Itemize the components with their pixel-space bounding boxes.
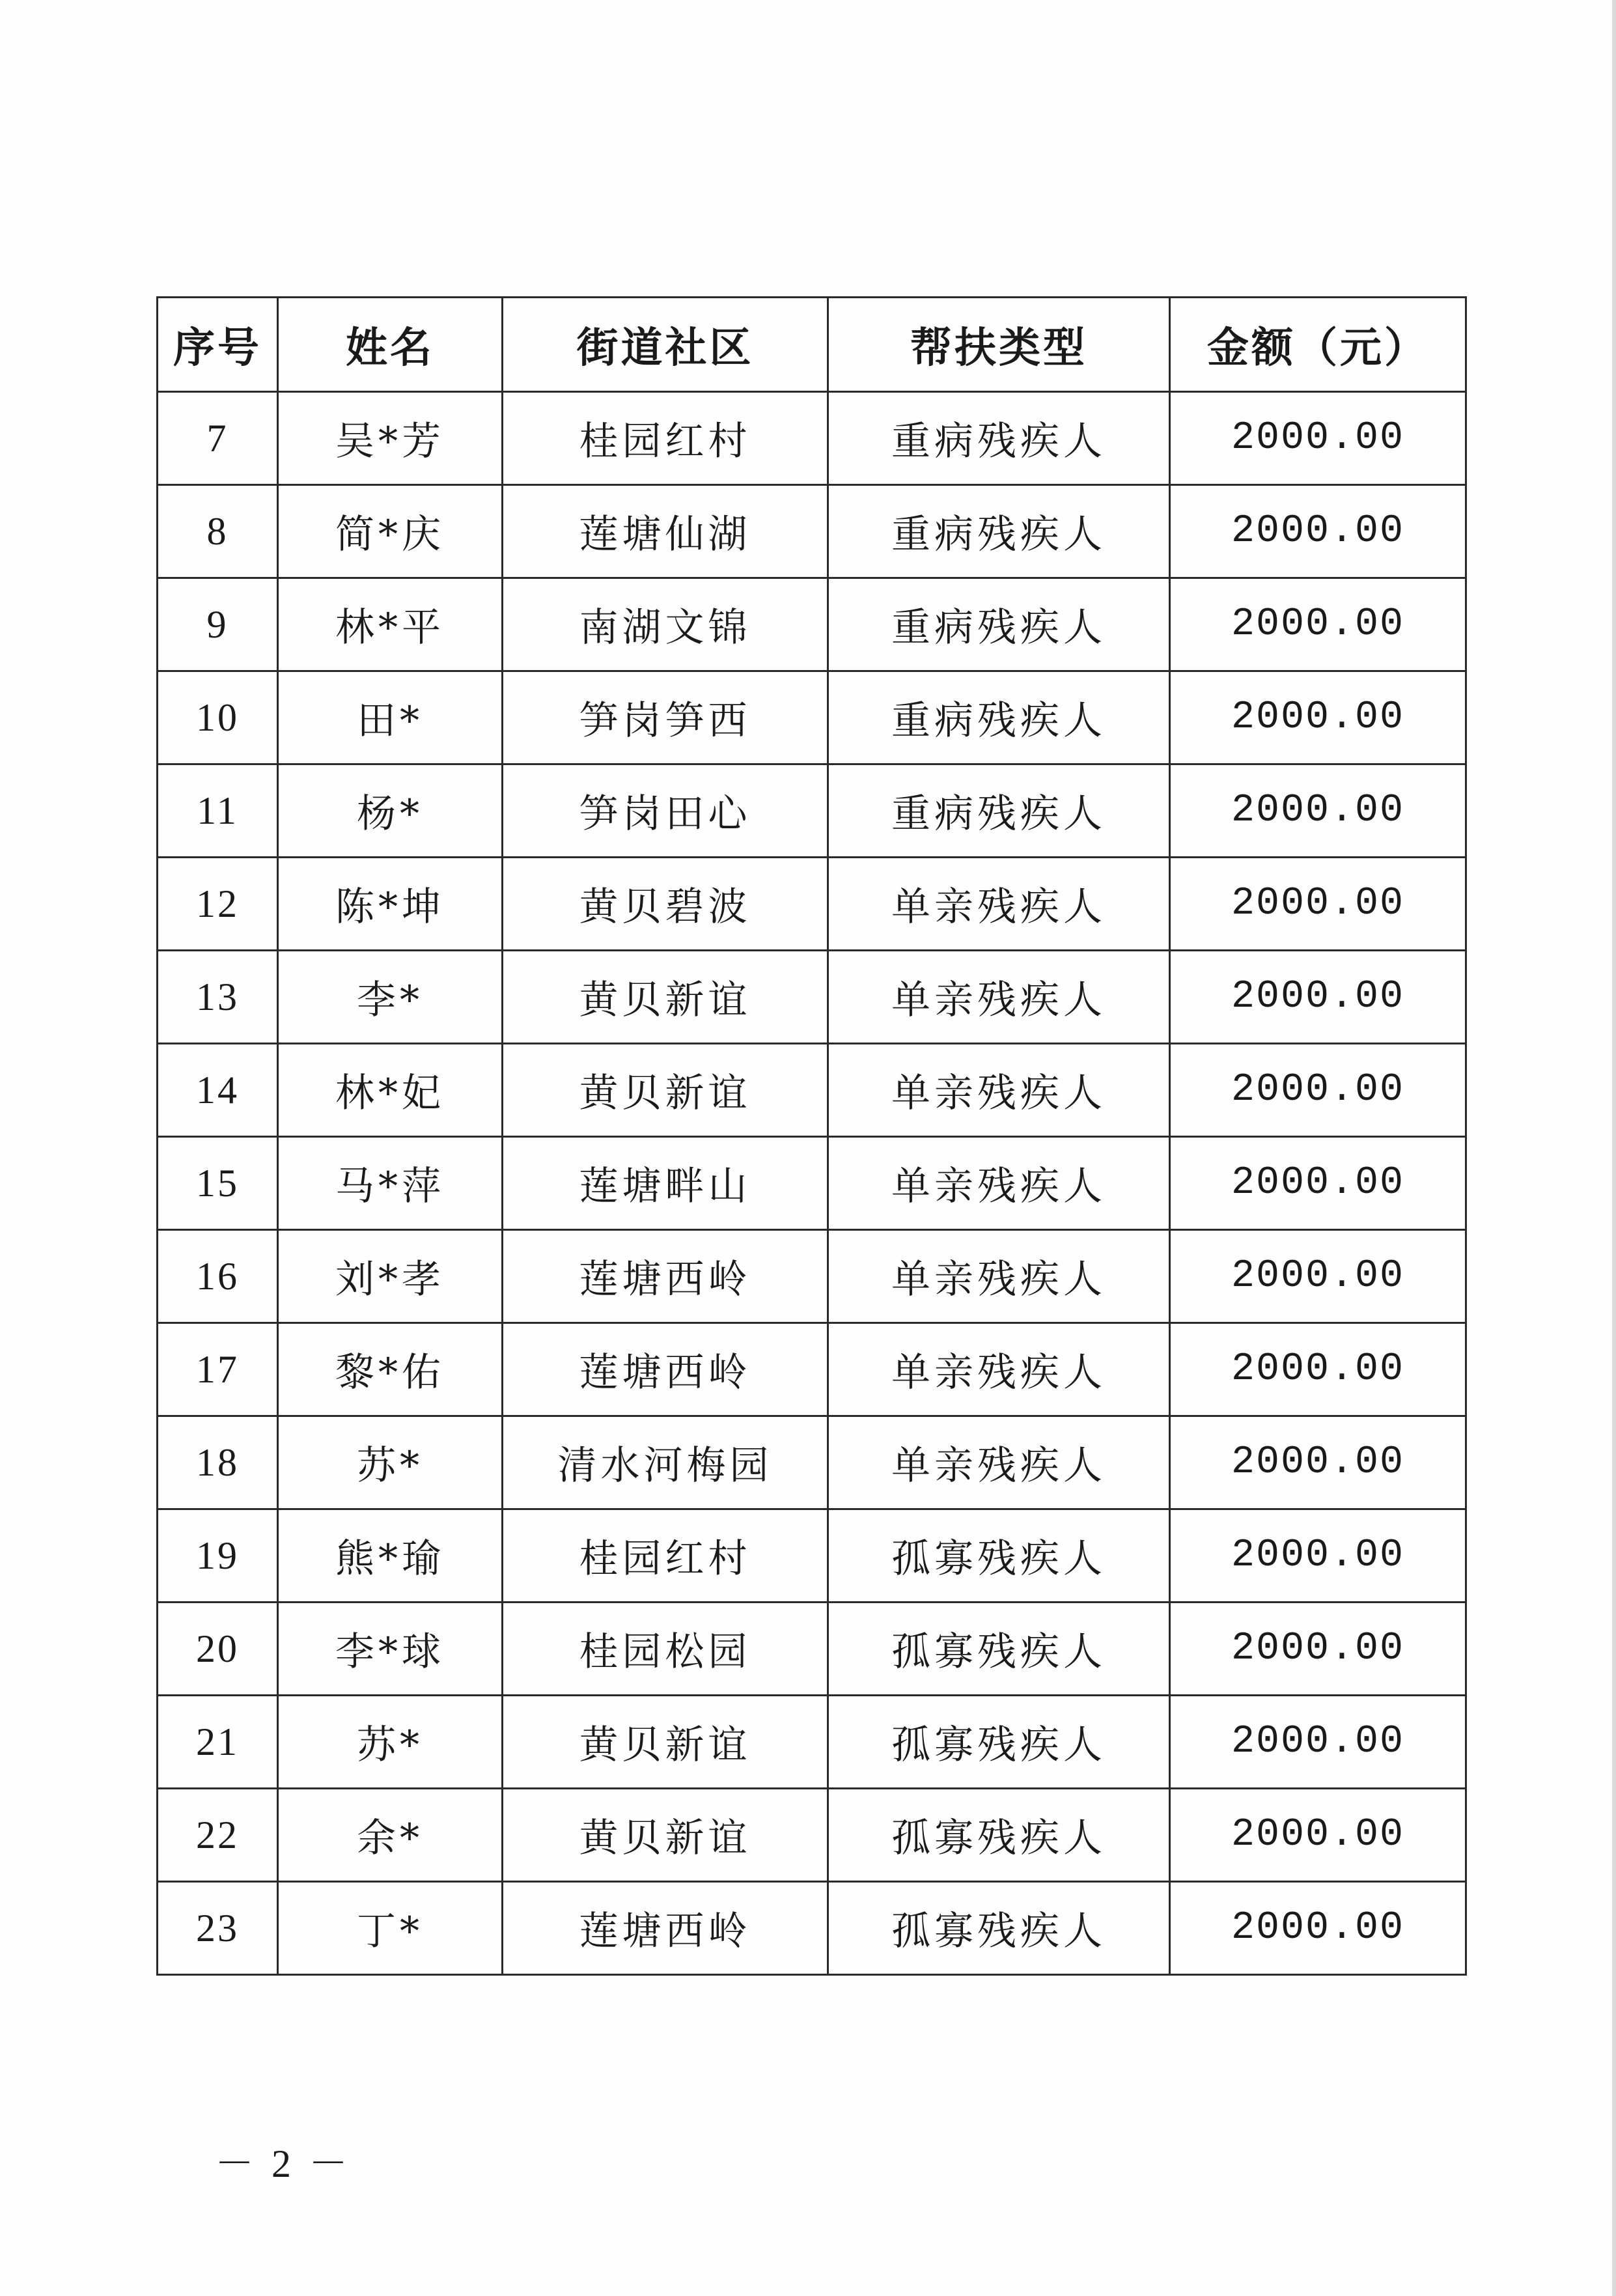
row-name: 余* <box>278 1789 503 1882</box>
row-type: 单亲残疾人 <box>828 1416 1170 1509</box>
row-index: 8 <box>158 485 278 578</box>
row-amount: 2000.00 <box>1170 578 1466 671</box>
table-row <box>158 1603 1466 1696</box>
row-index: 19 <box>158 1509 278 1603</box>
row-amount: 2000.00 <box>1170 485 1466 578</box>
row-name: 黎*佑 <box>278 1323 503 1416</box>
row-type: 单亲残疾人 <box>828 1230 1170 1323</box>
row-type: 孤寡残疾人 <box>828 1789 1170 1882</box>
row-index: 21 <box>158 1696 278 1789</box>
table-row <box>158 1882 1466 1975</box>
row-amount: 2000.00 <box>1170 671 1466 764</box>
row-community: 笋岗笋西 <box>503 671 828 764</box>
row-amount: 2000.00 <box>1170 1044 1466 1137</box>
row-type: 单亲残疾人 <box>828 951 1170 1044</box>
row-type: 孤寡残疾人 <box>828 1509 1170 1603</box>
row-type: 孤寡残疾人 <box>828 1603 1170 1696</box>
row-index: 11 <box>158 764 278 858</box>
row-community: 桂园红村 <box>503 392 828 485</box>
row-index: 17 <box>158 1323 278 1416</box>
row-index: 7 <box>158 392 278 485</box>
row-name: 刘*孝 <box>278 1230 503 1323</box>
row-amount: 2000.00 <box>1170 764 1466 858</box>
row-index: 10 <box>158 671 278 764</box>
row-community: 笋岗田心 <box>503 764 828 858</box>
table-row <box>158 1789 1466 1882</box>
page-edge <box>1612 0 1616 2296</box>
row-name: 李*球 <box>278 1603 503 1696</box>
row-community: 桂园红村 <box>503 1509 828 1603</box>
row-name: 丁* <box>278 1882 503 1975</box>
row-name: 苏* <box>278 1416 503 1509</box>
row-community: 黄贝新谊 <box>503 1044 828 1137</box>
table-row <box>158 1416 1466 1509</box>
row-name: 林*妃 <box>278 1044 503 1137</box>
row-index: 14 <box>158 1044 278 1137</box>
row-index: 12 <box>158 858 278 951</box>
row-community: 黄贝新谊 <box>503 1789 828 1882</box>
table-body <box>158 392 1466 1975</box>
row-amount: 2000.00 <box>1170 1882 1466 1975</box>
row-amount: 2000.00 <box>1170 1789 1466 1882</box>
row-index: 23 <box>158 1882 278 1975</box>
row-type: 重病残疾人 <box>828 578 1170 671</box>
row-type: 孤寡残疾人 <box>828 1696 1170 1789</box>
table-header-row <box>158 298 1466 392</box>
row-amount: 2000.00 <box>1170 858 1466 951</box>
row-community: 黄贝新谊 <box>503 1696 828 1789</box>
table-row <box>158 858 1466 951</box>
row-name: 李* <box>278 951 503 1044</box>
row-amount: 2000.00 <box>1170 1416 1466 1509</box>
row-community: 莲塘西岭 <box>503 1882 828 1975</box>
assistance-table <box>156 296 1467 1976</box>
row-amount: 2000.00 <box>1170 1696 1466 1789</box>
row-name: 马*萍 <box>278 1137 503 1230</box>
row-community: 黄贝新谊 <box>503 951 828 1044</box>
row-type: 单亲残疾人 <box>828 1044 1170 1137</box>
row-type: 重病残疾人 <box>828 764 1170 858</box>
row-type: 单亲残疾人 <box>828 1137 1170 1230</box>
row-name: 吴*芳 <box>278 392 503 485</box>
row-type: 重病残疾人 <box>828 671 1170 764</box>
row-community: 莲塘畔山 <box>503 1137 828 1230</box>
row-amount: 2000.00 <box>1170 1509 1466 1603</box>
row-index: 16 <box>158 1230 278 1323</box>
header-name: 姓名 <box>278 298 503 392</box>
row-index: 15 <box>158 1137 278 1230</box>
row-name: 田* <box>278 671 503 764</box>
row-name: 杨* <box>278 764 503 858</box>
page-number: － 2 － <box>215 2142 352 2185</box>
header-amount: 金额（元） <box>1170 298 1466 392</box>
row-community: 莲塘西岭 <box>503 1230 828 1323</box>
table-row <box>158 1137 1466 1230</box>
table-row <box>158 764 1466 858</box>
table-row <box>158 671 1466 764</box>
row-type: 单亲残疾人 <box>828 1323 1170 1416</box>
row-name: 简*庆 <box>278 485 503 578</box>
table-row <box>158 392 1466 485</box>
table-row <box>158 1230 1466 1323</box>
row-community: 黄贝碧波 <box>503 858 828 951</box>
table-row <box>158 1044 1466 1137</box>
row-index: 22 <box>158 1789 278 1882</box>
row-amount: 2000.00 <box>1170 951 1466 1044</box>
row-amount: 2000.00 <box>1170 1603 1466 1696</box>
row-name: 陈*坤 <box>278 858 503 951</box>
row-index: 13 <box>158 951 278 1044</box>
header-index: 序号 <box>158 298 278 392</box>
table-row <box>158 1509 1466 1603</box>
row-name: 熊*瑜 <box>278 1509 503 1603</box>
row-community: 莲塘仙湖 <box>503 485 828 578</box>
row-name: 林*平 <box>278 578 503 671</box>
table-row <box>158 1696 1466 1789</box>
table-row <box>158 951 1466 1044</box>
row-amount: 2000.00 <box>1170 1137 1466 1230</box>
table-row <box>158 578 1466 671</box>
row-amount: 2000.00 <box>1170 1323 1466 1416</box>
row-community: 桂园松园 <box>503 1603 828 1696</box>
header-type: 帮扶类型 <box>828 298 1170 392</box>
row-type: 重病残疾人 <box>828 485 1170 578</box>
row-community: 南湖文锦 <box>503 578 828 671</box>
row-index: 18 <box>158 1416 278 1509</box>
row-amount: 2000.00 <box>1170 1230 1466 1323</box>
row-amount: 2000.00 <box>1170 392 1466 485</box>
row-type: 单亲残疾人 <box>828 858 1170 951</box>
row-community: 莲塘西岭 <box>503 1323 828 1416</box>
table-row <box>158 1323 1466 1416</box>
table-row <box>158 485 1466 578</box>
row-type: 孤寡残疾人 <box>828 1882 1170 1975</box>
row-type: 重病残疾人 <box>828 392 1170 485</box>
header-community: 街道社区 <box>503 298 828 392</box>
row-community: 清水河梅园 <box>503 1416 828 1509</box>
row-index: 9 <box>158 578 278 671</box>
row-name: 苏* <box>278 1696 503 1789</box>
row-index: 20 <box>158 1603 278 1696</box>
